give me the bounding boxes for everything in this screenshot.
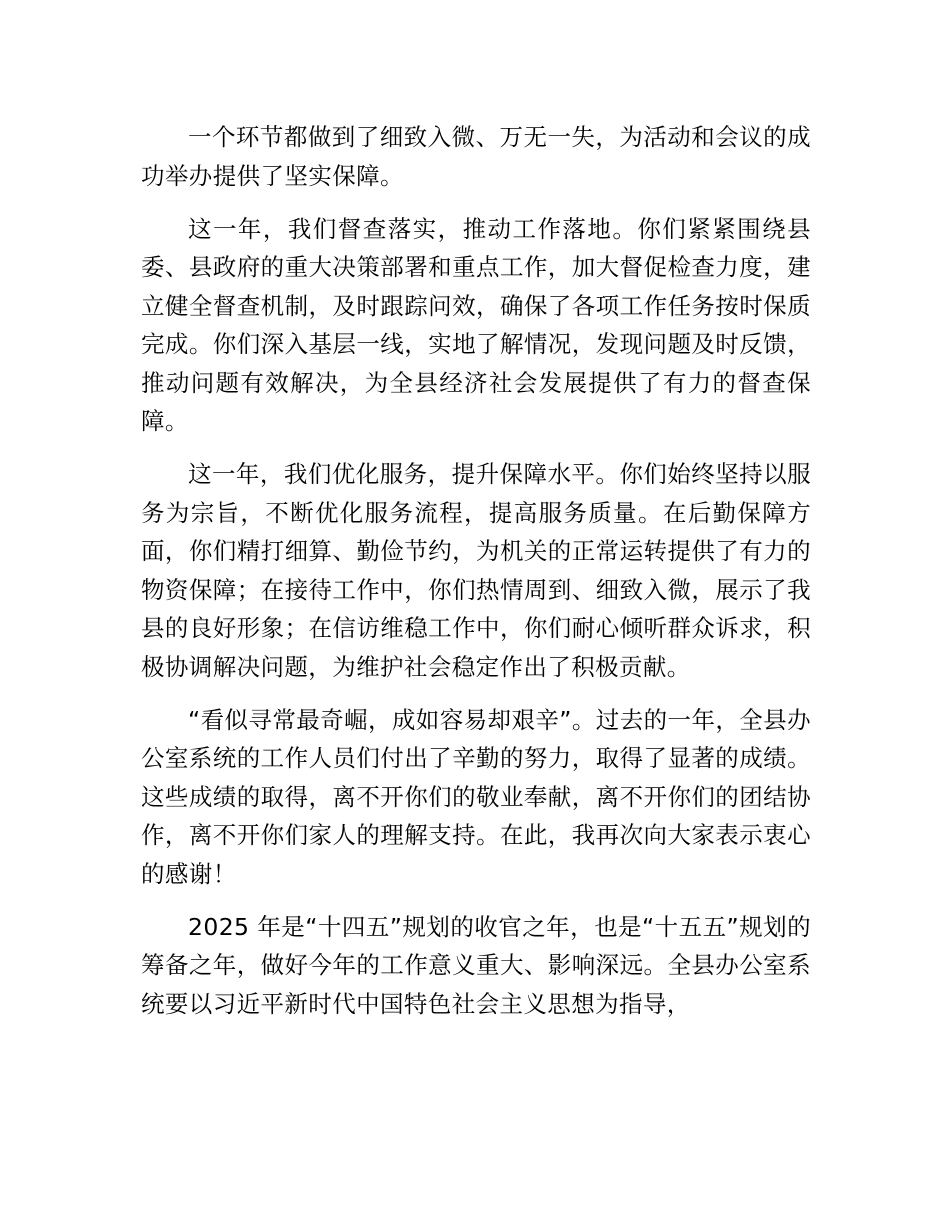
paragraph-service: 这一年，我们优化服务，提升保障水平。你们始终坚持以服务为宗旨，不断优化服务流程，提高服务质量。在后勤保障方面，你们精打细算、勤俭节约，为机关的正常运转提供了有力的物资保障；在接待工作中，你们热情周到、细致入微，展示了我县的良好形象；在信访维稳工作中，你们耐心倾听群众诉求，积极协调解决问题，为维护社会稳定作出了积极贡献。 (141, 460, 811, 681)
paragraph-2025-plan: 2025 年是“十四五”规划的收官之年，也是“十五五”规划的筹备之年，做好今年的工作意义重大、影响深远。全县办公室系统要以习近平新时代中国特色社会主义思想为指导， (141, 912, 811, 1018)
paragraph-thanks: “看似寻常最奇崛，成如容易却艰辛”。过去的一年，全县办公室系统的工作人员们付出了辛勤的努力，取得了显著的成绩。这些成绩的取得，离不开你们的敬业奉献，离不开你们的团结协作，离不开你们家人的理解支持。在此，我再次向大家表示衷心的感谢！ (141, 705, 811, 888)
document-body (141, 118, 811, 1038)
paragraph-supervision: 这一年，我们督查落实，推动工作落地。你们紧紧围绕县委、县政府的重大决策部署和重点工作，加大督促检查力度，建立健全督查机制，及时跟踪问效，确保了各项工作任务按时保质完成。你们深入基层一线，实地了解情况，发现问题及时反馈，推动问题有效解决，为全县经济社会发展提供了有力的督查保障。 (141, 214, 811, 435)
paragraph-event-guarantee: 一个环节都做到了细致入微、万无一失，为活动和会议的成功举办提供了坚实保障。 (141, 123, 811, 190)
